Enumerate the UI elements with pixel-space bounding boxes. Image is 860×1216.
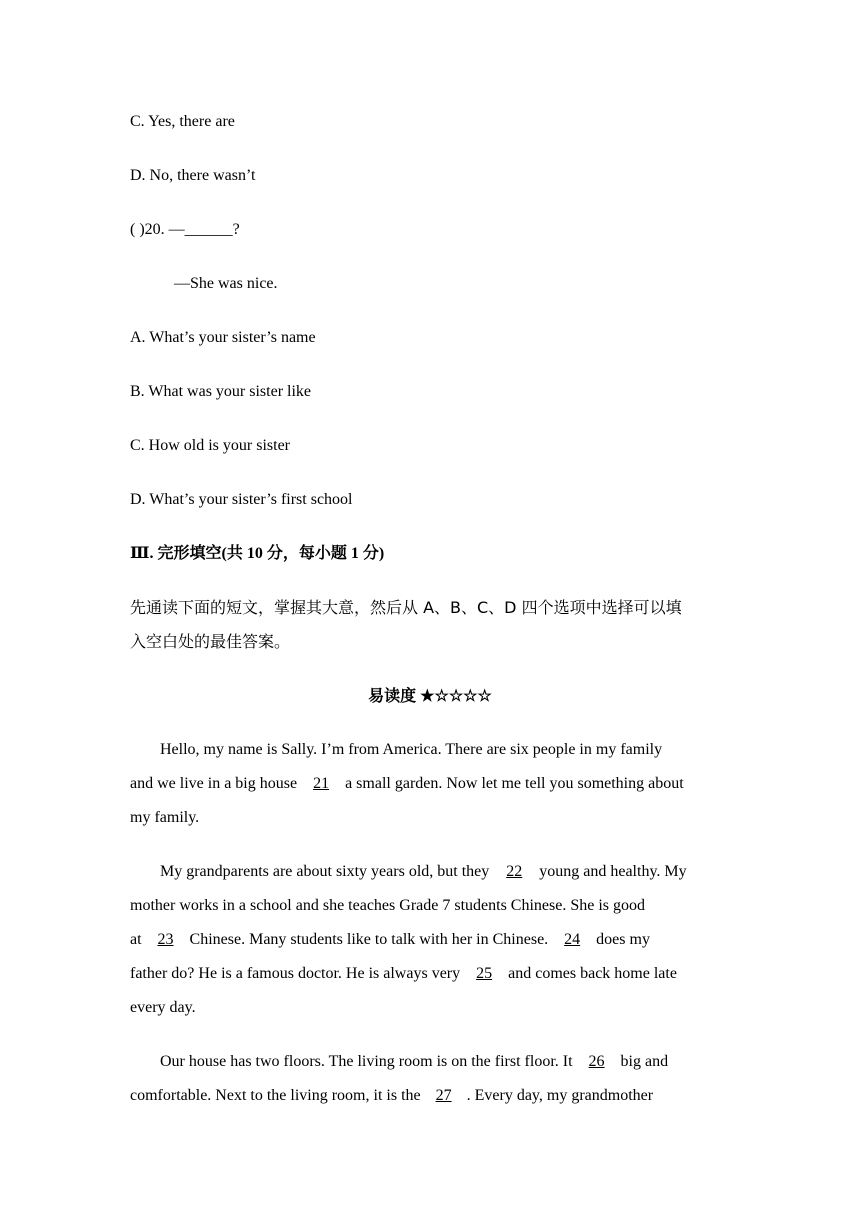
blank-23: 23 [157, 931, 174, 948]
passage-p1-line-2: and we live in a big house 21 a small garden. Now let me tell you something about [130, 775, 684, 792]
option-20-b: B. What was your sister like [130, 383, 312, 400]
difficulty-label: 易读度 [368, 686, 417, 705]
passage-p2-line-1: My grandparents are about sixty years old, but they 22 young and healthy. My [160, 863, 687, 880]
passage-p2-line-3: at 23 Chinese. Many students like to talk with her in Chinese. 24 does my [130, 931, 650, 948]
option-20-a: A. What’s your sister’s name [130, 329, 316, 346]
section-3-heading: Ⅲ. 完形填空(共 10 分，每小题 1 分) [130, 545, 385, 562]
difficulty-rating [0, 686, 860, 707]
blank-26: 26 [588, 1053, 605, 1070]
option-20-d: D. What’s your sister’s first school [130, 491, 353, 508]
blank-25: 25 [476, 965, 493, 982]
question-20-answer-line: —She was nice. [174, 275, 278, 292]
option-20-c: C. How old is your sister [130, 437, 290, 454]
question-20-stem: ( )20. —______? [130, 221, 240, 238]
section-3-instruction-line-1: 先通读下面的短文，掌握其大意，然后从 A、B、C、D 四个选项中选择可以填 [130, 598, 682, 617]
option-19-c: C. Yes, there are [130, 113, 235, 130]
passage-p3-line-2: comfortable. Next to the living room, it is the 27 . Every day, my grandmother [130, 1087, 654, 1104]
section-3-instruction-line-2: 入空白处的最佳答案。 [130, 632, 291, 651]
blank-22: 22 [506, 863, 523, 880]
passage-p2-line-4: father do? He is a famous doctor. He is always very 25 and comes back home late [130, 965, 677, 982]
passage-p3-line-1: Our house has two floors. The living room is on the first floor. It 26 big and [160, 1053, 669, 1070]
blank-24: 24 [564, 931, 581, 948]
passage-p2-line-2: mother works in a school and she teaches Grade 7 students Chinese. She is good [130, 897, 646, 914]
option-19-d: D. No, there wasn’t [130, 167, 256, 184]
passage-p2-line-5: every day. [130, 999, 196, 1016]
passage-p1-line-3: my family. [130, 809, 200, 826]
passage-p1-line-1: Hello, my name is Sally. I’m from America. There are six people in my family [160, 741, 663, 758]
blank-21: 21 [313, 775, 330, 792]
difficulty-stars: ★☆☆☆☆ [420, 688, 492, 705]
blank-27: 27 [435, 1087, 452, 1104]
